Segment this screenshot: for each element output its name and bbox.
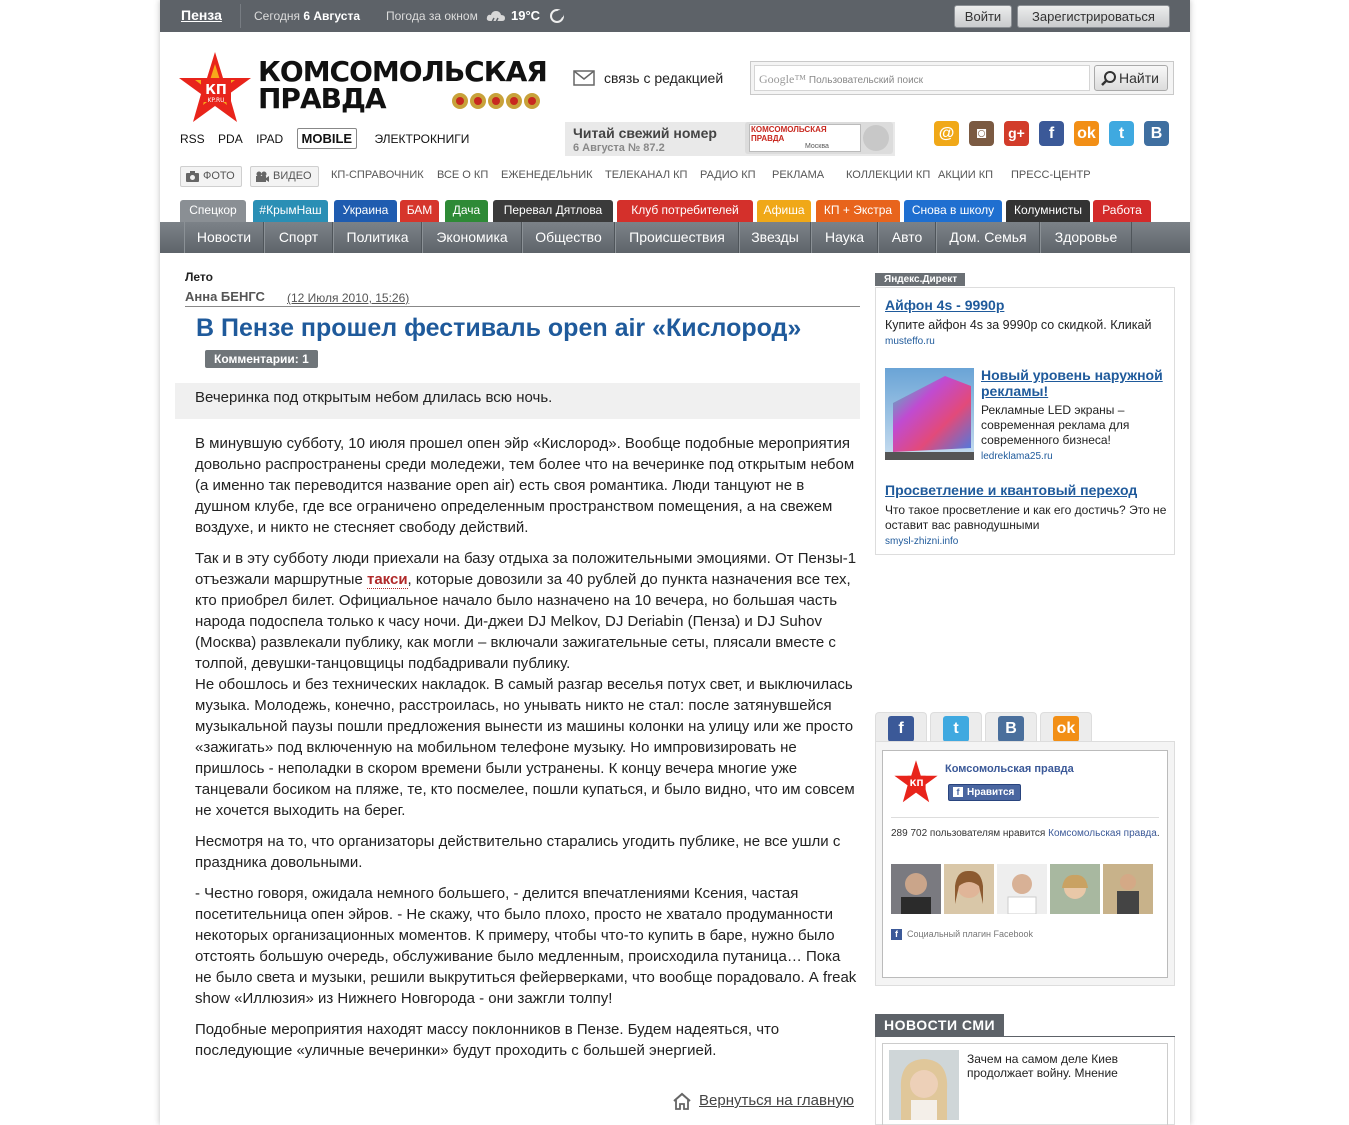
tab-bam[interactable]: БАМ bbox=[400, 200, 439, 222]
nav-health[interactable]: Здоровье bbox=[1040, 222, 1132, 253]
nav-politics[interactable]: Политика bbox=[333, 222, 422, 253]
ad-title[interactable]: Новый уровень наружной рекламы! bbox=[981, 367, 1163, 399]
paragraph: Несмотря на то, что организаторы действительно старались угодить публике, не все ушли с праздника довольными. bbox=[195, 833, 841, 871]
fresh-issue-number: 6 Августа № 87.2 bbox=[573, 142, 665, 154]
divider bbox=[891, 817, 1159, 818]
subnav-item-directory[interactable]: КП-СПРАВОЧНИК bbox=[331, 169, 424, 181]
nav-auto[interactable]: Авто bbox=[878, 222, 936, 253]
main-nav bbox=[160, 222, 1190, 253]
nav-economy[interactable]: Экономика bbox=[422, 222, 522, 253]
moon-icon bbox=[550, 9, 564, 23]
subnav-item-promos[interactable]: АКЦИИ КП bbox=[938, 169, 994, 181]
article-lead: Вечеринка под открытым небом длилась всю ночь. bbox=[175, 383, 860, 419]
twitter-icon: t bbox=[943, 716, 969, 742]
logo-badge: КП bbox=[205, 83, 227, 98]
today-value: 6 Августа bbox=[303, 9, 360, 23]
comments-badge[interactable]: Комментарии: 1 bbox=[205, 350, 318, 368]
fb-plugin-label[interactable] bbox=[891, 929, 1033, 940]
nav-incidents[interactable]: Происшествия bbox=[615, 222, 739, 253]
fb-count-text: 289 702 пользователям нравится bbox=[891, 828, 1046, 839]
nav-society[interactable]: Общество bbox=[522, 222, 615, 253]
pda-link[interactable]: PDA bbox=[218, 132, 243, 146]
subnav-item-about[interactable]: ВСЕ О КП bbox=[437, 169, 489, 181]
tab-afisha[interactable]: Афиша bbox=[757, 200, 811, 222]
subnav-item-ads[interactable]: РЕКЛАМА bbox=[772, 169, 825, 181]
paper-city: Москва bbox=[805, 143, 829, 150]
news-thumbnail[interactable] bbox=[889, 1050, 959, 1120]
nav-family[interactable]: Дом. Семья bbox=[936, 222, 1040, 253]
fan-avatar[interactable] bbox=[1050, 864, 1100, 914]
led-building-image[interactable] bbox=[885, 368, 974, 460]
paragraph-text: , которые довозили за 40 рублей до пункта назначения все тех, кто приобрел билет. Официальное начало было назначено на 10 вечера, но большая часть народа подоспела только к часу ночи. Ди-джеи DJ Melkov, DJ Deriabin (Пенза) и DJ Suhov (Москва) развлекали публику, как могли – включали зажигательные сеты, плясали вместе с толпой, девушки-танцовщицы подбадривали публику. bbox=[195, 571, 851, 672]
odnoklassniki-icon[interactable]: ok bbox=[1074, 121, 1099, 146]
kp-logo-icon[interactable] bbox=[892, 759, 940, 807]
subnav-item-weekly[interactable]: ЕЖЕНЕДЕЛЬНИК bbox=[501, 169, 593, 181]
subnav-item-radio[interactable]: РАДИО КП bbox=[700, 169, 756, 181]
mail-icon[interactable] bbox=[573, 70, 595, 86]
fb-page-name[interactable]: Комсомольская правда bbox=[945, 763, 1074, 775]
ad-text: Рекламные LED экраны – современная реклама для современного бизнеса! bbox=[981, 403, 1130, 447]
tab-krymnash[interactable]: #КрымНаш bbox=[253, 200, 328, 222]
fb-count-end: . bbox=[1156, 828, 1160, 839]
facebook-icon: f bbox=[891, 929, 902, 940]
article-date: (12 Июля 2010, 15:26) bbox=[287, 291, 410, 305]
paper-name: КОМСОМОЛЬСКАЯ ПРАВДА bbox=[751, 125, 827, 143]
subnav-item-tv[interactable]: ТЕЛЕКАНАЛ КП bbox=[605, 169, 688, 181]
video-icon bbox=[256, 171, 269, 182]
register-button[interactable]: Зарегистрироваться bbox=[1017, 5, 1170, 28]
today-label: Сегодня bbox=[254, 9, 300, 23]
kp-logo-star-icon[interactable] bbox=[175, 50, 255, 130]
cloud-icon bbox=[486, 9, 506, 23]
nav-news[interactable]: Новости bbox=[184, 222, 264, 253]
facebook-like-box bbox=[882, 750, 1168, 978]
article-rubric[interactable]: Лето bbox=[185, 270, 213, 284]
temperature: 19°C bbox=[511, 8, 541, 23]
ad-title[interactable]: Айфон 4s - 9990р bbox=[885, 297, 1005, 313]
tab-consumer-club[interactable]: Клуб потребителей bbox=[617, 200, 753, 222]
ad-text: Что такое просветление и как его достичь? Это не оставит вас равнодушными bbox=[885, 503, 1167, 532]
paragraph bbox=[195, 548, 860, 674]
fb-page-link[interactable]: Комсомольская правда bbox=[1048, 828, 1157, 839]
fan-avatar[interactable] bbox=[997, 864, 1047, 914]
search-icon bbox=[1101, 71, 1117, 87]
nav-science[interactable]: Наука bbox=[811, 222, 878, 253]
taxi-link[interactable]: такси bbox=[366, 571, 408, 588]
tab-ukraine[interactable]: Украина bbox=[334, 200, 397, 222]
facebook-icon: f bbox=[888, 716, 914, 742]
video-link[interactable] bbox=[250, 166, 319, 187]
fresh-issue[interactable] bbox=[565, 122, 895, 156]
fb-like-button[interactable] bbox=[948, 784, 1021, 801]
platform-links bbox=[180, 131, 479, 146]
vkontakte-icon: B bbox=[998, 716, 1024, 742]
fb-like-label: Нравится bbox=[967, 787, 1015, 798]
facebook-icon: f bbox=[953, 787, 963, 797]
tab-back-to-school[interactable]: Снова в школу bbox=[904, 200, 1002, 222]
logo-badge-sub: KP.RU bbox=[207, 97, 225, 104]
fb-fan-count bbox=[891, 827, 1163, 841]
photo-link[interactable] bbox=[180, 166, 242, 187]
paragraph: В минувшую субботу, 10 июля прошел опен эйр «Кислород». Вообще подобные мероприятия довольно распространены среди моледежи, тем более что на вечеринке под открытым небом (а именно так переводится название open air) есть своя романтика. Люди танцуют не в душном клубе, где все ограничено определенным пространством помещения, а на свежем воздухе, и никто не стесняет свободу действий. bbox=[195, 435, 855, 536]
video-label: ВИДЕО bbox=[273, 170, 312, 182]
ad-url[interactable]: musteffo.ru bbox=[885, 336, 935, 347]
tab-dacha[interactable]: Дача bbox=[445, 200, 488, 222]
paragraph-text: Так и в эту субботу люди приехали на базу отдыха за положительными эмоциями. От Пензы-1 отъезжали маршрутные bbox=[195, 550, 857, 588]
instagram-icon[interactable]: ◙ bbox=[969, 121, 994, 146]
smi-news-heading: НОВОСТИ СМИ bbox=[875, 1014, 1004, 1036]
tab-odnoklassniki[interactable] bbox=[1040, 712, 1092, 743]
article-author[interactable]: Анна БЕНГС bbox=[185, 289, 265, 304]
login-button[interactable]: Войти bbox=[954, 5, 1012, 28]
divider bbox=[185, 306, 860, 307]
logo-badge: КП bbox=[909, 778, 924, 788]
tab-facebook[interactable] bbox=[875, 712, 927, 743]
divider bbox=[240, 4, 241, 28]
subnav-item-collections[interactable]: КОЛЛЕКЦИИ КП bbox=[846, 169, 931, 181]
tab-twitter[interactable] bbox=[930, 712, 982, 743]
ebooks-link[interactable]: ЭЛЕКТРОКНИГИ bbox=[374, 132, 470, 146]
contact-editors-link[interactable]: связь с редакцией bbox=[604, 70, 724, 86]
nav-stars[interactable]: Звезды bbox=[739, 222, 811, 253]
tab-speckor[interactable]: Спецкор bbox=[180, 200, 246, 222]
email-icon[interactable]: @ bbox=[934, 121, 959, 146]
camera-icon bbox=[186, 171, 199, 182]
fan-avatar[interactable] bbox=[1103, 864, 1153, 914]
today-date bbox=[254, 9, 360, 23]
weather-label: Погода за окном bbox=[386, 9, 478, 23]
search-button[interactable] bbox=[1094, 65, 1168, 91]
logo-line-2: ПРАВДА bbox=[258, 82, 386, 115]
nav-sport[interactable]: Спорт bbox=[264, 222, 333, 253]
page bbox=[160, 0, 1190, 1125]
top-bar bbox=[160, 0, 1190, 32]
rss-link[interactable]: RSS bbox=[180, 132, 205, 146]
ad-title[interactable]: Просветление и квантовый переход bbox=[885, 482, 1138, 498]
orders-medals-icon bbox=[451, 91, 541, 111]
tab-vkontakte[interactable] bbox=[985, 712, 1037, 743]
city-link[interactable]: Пенза bbox=[181, 7, 222, 23]
tab-jobs[interactable]: Работа bbox=[1093, 200, 1151, 222]
odnoklassniki-icon: ok bbox=[1053, 716, 1079, 742]
fan-avatar[interactable] bbox=[944, 864, 994, 914]
back-to-home-link[interactable]: Вернуться на главную bbox=[699, 1092, 854, 1109]
vkontakte-icon[interactable]: B bbox=[1144, 121, 1169, 146]
facebook-widget bbox=[875, 741, 1175, 986]
twitter-icon[interactable]: t bbox=[1109, 121, 1134, 146]
yandex-direct-label: Яндекс.Директ bbox=[875, 273, 965, 286]
tab-dyatlov[interactable]: Перевал Дятлова bbox=[493, 200, 613, 222]
fan-avatar[interactable] bbox=[891, 864, 941, 914]
tab-kp-extra[interactable]: КП + Экстра bbox=[816, 200, 900, 222]
subnav-item-press[interactable]: ПРЕСС-ЦЕНТР bbox=[1011, 169, 1091, 181]
ad-url[interactable]: smysl-zhizni.info bbox=[885, 536, 959, 547]
google-label: Google™ bbox=[759, 72, 807, 86]
search-input[interactable] bbox=[754, 65, 1090, 91]
article-title: В Пензе прошел фестиваль open air «Кислород» bbox=[196, 314, 802, 342]
smi-news-text[interactable]: Зачем на самом деле Киев продолжает войну. Мнение bbox=[967, 1052, 1119, 1080]
home-icon[interactable] bbox=[672, 1092, 692, 1110]
search-button-label: Найти bbox=[1119, 70, 1159, 86]
paragraph: Подобные мероприятия находят массу поклонников в Пензе. Будем надеяться, что последующие «уличные вечеринки» будут проходить с большей энергией. bbox=[195, 1021, 780, 1059]
logo-line-1: КОМСОМОЛЬСКАЯ bbox=[258, 55, 547, 88]
paragraph: Не обошлось и без технических накладок. В самый разгар веселья потух свет, и выключилась музыка. Молодежь, конечно, расстроилась, но унывать никто не стал: после затянувшейся музыкальной паузы пошли предложения вынести из машины колонки на улицу или же просто «зажигать» под включенную на мобильном телефоне музыку. Но импровизировать не пришлось - неполадки в скором времени были устранены. К концу вечера многие уже танцевали босиком на пляже, те, кто посмелее, пошли купаться, и было видно, что им совсем не хочется выходить на берег. bbox=[195, 676, 855, 819]
photo-label: ФОТО bbox=[203, 170, 235, 182]
paragraph: - Честно говоря, ожидала немного большего, - делится впечатлениями Ксения, частая посетительница опен эйров. - Не скажу, что было плохо, просто не хватало продуманности некоторых организационных моментов. К примеру, чтобы что-то купить в баре, нужно было отстоять большую очередь, обслуживание было медленным, происходила путаница… Пока не было света и музыки, решили выкрутиться фейерверками, что вообще порадовало. А freak show «Иллюзия» из Нижнего Новгорода - они зажгли толпу! bbox=[195, 885, 857, 1007]
mobile-link[interactable]: MOBILE bbox=[297, 128, 358, 149]
ad-url[interactable]: ledreklama25.ru bbox=[981, 451, 1053, 462]
smi-news-item[interactable] bbox=[882, 1043, 1168, 1125]
ad-text: Купите айфон 4s за 9990р со скидкой. Кликай bbox=[885, 318, 1152, 332]
newspaper-thumbnail[interactable] bbox=[745, 122, 893, 154]
search-placeholder: Пользовательский поиск bbox=[808, 75, 924, 86]
fb-plugin-text: Социальный плагин Facebook bbox=[907, 929, 1034, 939]
ipad-link[interactable]: IPAD bbox=[256, 132, 284, 146]
facebook-icon[interactable]: f bbox=[1039, 121, 1064, 146]
tab-columnists[interactable]: Колумнисты bbox=[1006, 200, 1090, 222]
search-form bbox=[750, 61, 1174, 95]
yandex-direct-block bbox=[875, 287, 1175, 555]
fresh-issue-title: Читай свежий номер bbox=[573, 125, 717, 141]
googleplus-icon[interactable]: g+ bbox=[1004, 121, 1029, 146]
article-body bbox=[195, 433, 860, 1071]
smi-news-block bbox=[875, 1037, 1175, 1125]
